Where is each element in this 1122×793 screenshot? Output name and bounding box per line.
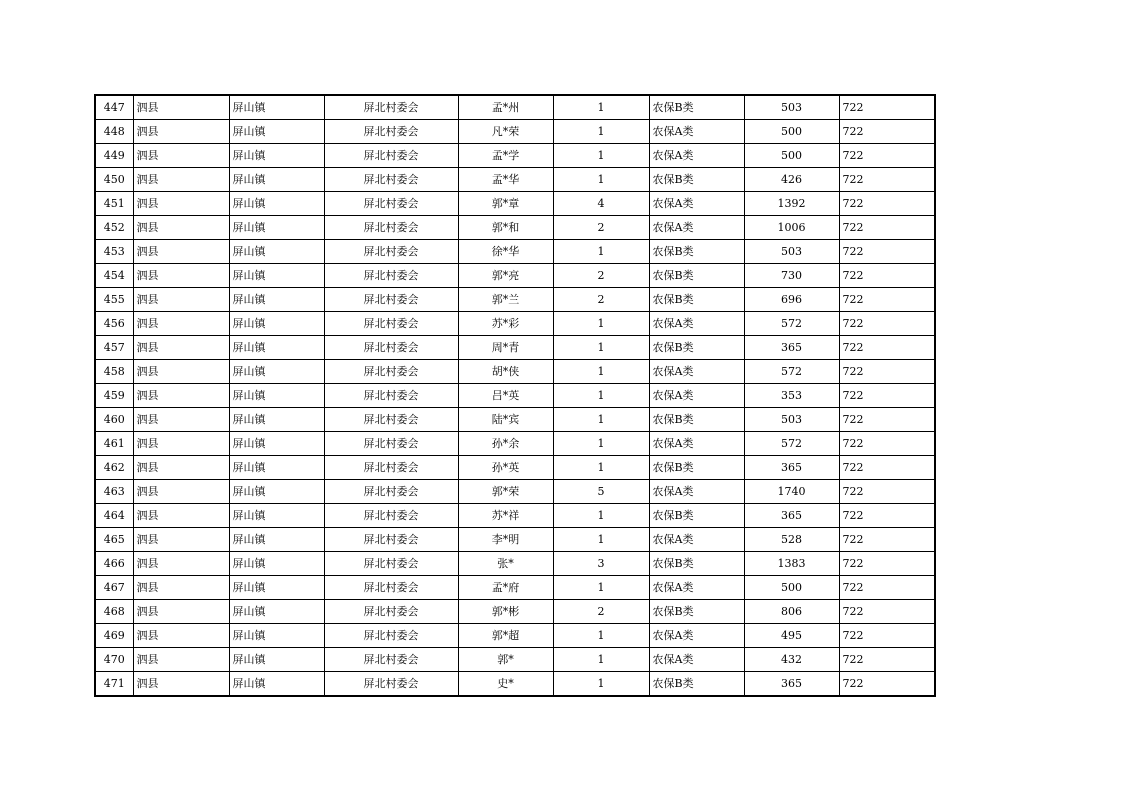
cell-row-number: 451 bbox=[95, 192, 133, 216]
cell-county: 泗县 bbox=[133, 312, 229, 336]
cell-row-number: 466 bbox=[95, 552, 133, 576]
table-row bbox=[95, 456, 935, 480]
cell-town: 屏山镇 bbox=[229, 240, 324, 264]
cell-person-name: 苏*祥 bbox=[458, 504, 553, 528]
cell-row-number: 448 bbox=[95, 120, 133, 144]
cell-insurance-category: 农保B类 bbox=[649, 240, 744, 264]
cell-village-committee: 屏北村委会 bbox=[324, 192, 458, 216]
cell-town: 屏山镇 bbox=[229, 336, 324, 360]
table-row bbox=[95, 432, 935, 456]
cell-code: 722 bbox=[839, 504, 935, 528]
cell-insurance-category: 农保A类 bbox=[649, 216, 744, 240]
table-row bbox=[95, 216, 935, 240]
cell-amount: 500 bbox=[744, 120, 839, 144]
cell-row-number: 449 bbox=[95, 144, 133, 168]
cell-code: 722 bbox=[839, 528, 935, 552]
cell-code: 722 bbox=[839, 600, 935, 624]
table-row bbox=[95, 168, 935, 192]
cell-county: 泗县 bbox=[133, 432, 229, 456]
cell-code: 722 bbox=[839, 408, 935, 432]
cell-county: 泗县 bbox=[133, 168, 229, 192]
cell-row-number: 454 bbox=[95, 264, 133, 288]
cell-county: 泗县 bbox=[133, 240, 229, 264]
cell-town: 屏山镇 bbox=[229, 168, 324, 192]
table-row bbox=[95, 672, 935, 697]
cell-insurance-category: 农保A类 bbox=[649, 144, 744, 168]
cell-village-committee: 屏北村委会 bbox=[324, 216, 458, 240]
cell-county: 泗县 bbox=[133, 504, 229, 528]
cell-insurance-category: 农保B类 bbox=[649, 168, 744, 192]
cell-town: 屏山镇 bbox=[229, 288, 324, 312]
cell-insurance-category: 农保B类 bbox=[649, 408, 744, 432]
cell-code: 722 bbox=[839, 576, 935, 600]
cell-village-committee: 屏北村委会 bbox=[324, 672, 458, 697]
cell-insurance-category: 农保A类 bbox=[649, 432, 744, 456]
cell-village-committee: 屏北村委会 bbox=[324, 168, 458, 192]
cell-household-count: 1 bbox=[553, 336, 649, 360]
cell-amount: 1392 bbox=[744, 192, 839, 216]
cell-row-number: 464 bbox=[95, 504, 133, 528]
cell-amount: 503 bbox=[744, 408, 839, 432]
cell-code: 722 bbox=[839, 624, 935, 648]
cell-amount: 353 bbox=[744, 384, 839, 408]
table-row bbox=[95, 648, 935, 672]
cell-row-number: 456 bbox=[95, 312, 133, 336]
cell-household-count: 2 bbox=[553, 600, 649, 624]
cell-code: 722 bbox=[839, 240, 935, 264]
cell-county: 泗县 bbox=[133, 552, 229, 576]
cell-row-number: 465 bbox=[95, 528, 133, 552]
cell-row-number: 452 bbox=[95, 216, 133, 240]
cell-code: 722 bbox=[839, 672, 935, 697]
cell-person-name: 孙*英 bbox=[458, 456, 553, 480]
cell-amount: 730 bbox=[744, 264, 839, 288]
cell-amount: 1740 bbox=[744, 480, 839, 504]
cell-village-committee: 屏北村委会 bbox=[324, 600, 458, 624]
cell-code: 722 bbox=[839, 336, 935, 360]
table-row bbox=[95, 360, 935, 384]
table-row bbox=[95, 408, 935, 432]
cell-county: 泗县 bbox=[133, 624, 229, 648]
cell-insurance-category: 农保B类 bbox=[649, 336, 744, 360]
cell-code: 722 bbox=[839, 648, 935, 672]
cell-amount: 365 bbox=[744, 504, 839, 528]
cell-household-count: 1 bbox=[553, 672, 649, 697]
cell-amount: 572 bbox=[744, 360, 839, 384]
cell-insurance-category: 农保A类 bbox=[649, 312, 744, 336]
cell-town: 屏山镇 bbox=[229, 144, 324, 168]
cell-county: 泗县 bbox=[133, 95, 229, 120]
cell-amount: 432 bbox=[744, 648, 839, 672]
cell-code: 722 bbox=[839, 144, 935, 168]
cell-town: 屏山镇 bbox=[229, 648, 324, 672]
cell-household-count: 1 bbox=[553, 95, 649, 120]
table-row bbox=[95, 600, 935, 624]
cell-amount: 365 bbox=[744, 456, 839, 480]
cell-town: 屏山镇 bbox=[229, 480, 324, 504]
table-row bbox=[95, 480, 935, 504]
cell-code: 722 bbox=[839, 95, 935, 120]
cell-county: 泗县 bbox=[133, 648, 229, 672]
table-row bbox=[95, 120, 935, 144]
cell-person-name: 张* bbox=[458, 552, 553, 576]
cell-county: 泗县 bbox=[133, 288, 229, 312]
cell-amount: 503 bbox=[744, 95, 839, 120]
cell-amount: 426 bbox=[744, 168, 839, 192]
data-table bbox=[94, 94, 936, 697]
cell-county: 泗县 bbox=[133, 144, 229, 168]
cell-village-committee: 屏北村委会 bbox=[324, 552, 458, 576]
cell-insurance-category: 农保A类 bbox=[649, 624, 744, 648]
cell-amount: 806 bbox=[744, 600, 839, 624]
cell-row-number: 469 bbox=[95, 624, 133, 648]
cell-county: 泗县 bbox=[133, 456, 229, 480]
cell-village-committee: 屏北村委会 bbox=[324, 504, 458, 528]
cell-person-name: 孟*华 bbox=[458, 168, 553, 192]
cell-insurance-category: 农保B类 bbox=[649, 95, 744, 120]
cell-person-name: 史* bbox=[458, 672, 553, 697]
cell-household-count: 1 bbox=[553, 408, 649, 432]
cell-person-name: 郭*章 bbox=[458, 192, 553, 216]
cell-person-name: 胡*侠 bbox=[458, 360, 553, 384]
cell-county: 泗县 bbox=[133, 576, 229, 600]
cell-insurance-category: 农保B类 bbox=[649, 288, 744, 312]
cell-town: 屏山镇 bbox=[229, 528, 324, 552]
cell-person-name: 吕*英 bbox=[458, 384, 553, 408]
cell-code: 722 bbox=[839, 168, 935, 192]
cell-household-count: 1 bbox=[553, 504, 649, 528]
cell-county: 泗县 bbox=[133, 264, 229, 288]
cell-village-committee: 屏北村委会 bbox=[324, 648, 458, 672]
cell-household-count: 4 bbox=[553, 192, 649, 216]
table-row bbox=[95, 624, 935, 648]
cell-village-committee: 屏北村委会 bbox=[324, 312, 458, 336]
cell-amount: 365 bbox=[744, 672, 839, 697]
cell-village-committee: 屏北村委会 bbox=[324, 264, 458, 288]
cell-household-count: 1 bbox=[553, 168, 649, 192]
cell-village-committee: 屏北村委会 bbox=[324, 480, 458, 504]
cell-insurance-category: 农保B类 bbox=[649, 504, 744, 528]
table-row bbox=[95, 312, 935, 336]
cell-person-name: 陆*宾 bbox=[458, 408, 553, 432]
cell-insurance-category: 农保B类 bbox=[649, 672, 744, 697]
cell-county: 泗县 bbox=[133, 216, 229, 240]
cell-town: 屏山镇 bbox=[229, 504, 324, 528]
cell-county: 泗县 bbox=[133, 528, 229, 552]
cell-household-count: 1 bbox=[553, 576, 649, 600]
cell-person-name: 郭*超 bbox=[458, 624, 553, 648]
cell-village-committee: 屏北村委会 bbox=[324, 624, 458, 648]
table-row bbox=[95, 264, 935, 288]
cell-row-number: 463 bbox=[95, 480, 133, 504]
cell-household-count: 1 bbox=[553, 528, 649, 552]
cell-insurance-category: 农保B类 bbox=[649, 264, 744, 288]
cell-village-committee: 屏北村委会 bbox=[324, 336, 458, 360]
cell-county: 泗县 bbox=[133, 360, 229, 384]
cell-person-name: 郭*亮 bbox=[458, 264, 553, 288]
cell-insurance-category: 农保A类 bbox=[649, 360, 744, 384]
cell-household-count: 2 bbox=[553, 264, 649, 288]
cell-row-number: 470 bbox=[95, 648, 133, 672]
cell-code: 722 bbox=[839, 360, 935, 384]
cell-village-committee: 屏北村委会 bbox=[324, 120, 458, 144]
cell-town: 屏山镇 bbox=[229, 264, 324, 288]
cell-town: 屏山镇 bbox=[229, 312, 324, 336]
cell-person-name: 孙*余 bbox=[458, 432, 553, 456]
cell-village-committee: 屏北村委会 bbox=[324, 576, 458, 600]
table-row bbox=[95, 144, 935, 168]
cell-row-number: 461 bbox=[95, 432, 133, 456]
cell-town: 屏山镇 bbox=[229, 95, 324, 120]
table-row bbox=[95, 240, 935, 264]
cell-town: 屏山镇 bbox=[229, 624, 324, 648]
cell-village-committee: 屏北村委会 bbox=[324, 432, 458, 456]
cell-town: 屏山镇 bbox=[229, 360, 324, 384]
cell-person-name: 凡*荣 bbox=[458, 120, 553, 144]
cell-insurance-category: 农保A类 bbox=[649, 480, 744, 504]
cell-county: 泗县 bbox=[133, 336, 229, 360]
cell-county: 泗县 bbox=[133, 120, 229, 144]
cell-household-count: 2 bbox=[553, 288, 649, 312]
cell-village-committee: 屏北村委会 bbox=[324, 144, 458, 168]
cell-person-name: 郭*荣 bbox=[458, 480, 553, 504]
cell-amount: 1383 bbox=[744, 552, 839, 576]
cell-county: 泗县 bbox=[133, 672, 229, 697]
table-row bbox=[95, 552, 935, 576]
cell-amount: 500 bbox=[744, 576, 839, 600]
table-row bbox=[95, 528, 935, 552]
cell-town: 屏山镇 bbox=[229, 384, 324, 408]
cell-amount: 528 bbox=[744, 528, 839, 552]
cell-person-name: 郭*和 bbox=[458, 216, 553, 240]
cell-village-committee: 屏北村委会 bbox=[324, 240, 458, 264]
cell-household-count: 1 bbox=[553, 120, 649, 144]
cell-amount: 696 bbox=[744, 288, 839, 312]
cell-household-count: 5 bbox=[553, 480, 649, 504]
cell-amount: 500 bbox=[744, 144, 839, 168]
cell-village-committee: 屏北村委会 bbox=[324, 384, 458, 408]
cell-person-name: 周*青 bbox=[458, 336, 553, 360]
cell-household-count: 1 bbox=[553, 648, 649, 672]
cell-code: 722 bbox=[839, 432, 935, 456]
cell-amount: 572 bbox=[744, 312, 839, 336]
cell-village-committee: 屏北村委会 bbox=[324, 408, 458, 432]
table-row bbox=[95, 336, 935, 360]
cell-county: 泗县 bbox=[133, 480, 229, 504]
cell-town: 屏山镇 bbox=[229, 216, 324, 240]
cell-row-number: 471 bbox=[95, 672, 133, 697]
cell-row-number: 453 bbox=[95, 240, 133, 264]
cell-town: 屏山镇 bbox=[229, 408, 324, 432]
cell-code: 722 bbox=[839, 456, 935, 480]
cell-village-committee: 屏北村委会 bbox=[324, 456, 458, 480]
cell-row-number: 468 bbox=[95, 600, 133, 624]
cell-insurance-category: 农保A类 bbox=[649, 120, 744, 144]
cell-insurance-category: 农保A类 bbox=[649, 192, 744, 216]
cell-row-number: 460 bbox=[95, 408, 133, 432]
cell-row-number: 457 bbox=[95, 336, 133, 360]
cell-village-committee: 屏北村委会 bbox=[324, 288, 458, 312]
cell-household-count: 2 bbox=[553, 216, 649, 240]
cell-town: 屏山镇 bbox=[229, 432, 324, 456]
cell-code: 722 bbox=[839, 192, 935, 216]
cell-household-count: 1 bbox=[553, 312, 649, 336]
cell-amount: 503 bbox=[744, 240, 839, 264]
cell-insurance-category: 农保B类 bbox=[649, 552, 744, 576]
cell-town: 屏山镇 bbox=[229, 552, 324, 576]
cell-village-committee: 屏北村委会 bbox=[324, 360, 458, 384]
cell-insurance-category: 农保A类 bbox=[649, 648, 744, 672]
cell-code: 722 bbox=[839, 480, 935, 504]
cell-code: 722 bbox=[839, 120, 935, 144]
cell-amount: 572 bbox=[744, 432, 839, 456]
cell-town: 屏山镇 bbox=[229, 600, 324, 624]
cell-person-name: 郭* bbox=[458, 648, 553, 672]
cell-person-name: 李*明 bbox=[458, 528, 553, 552]
cell-county: 泗县 bbox=[133, 600, 229, 624]
cell-person-name: 苏*彩 bbox=[458, 312, 553, 336]
cell-household-count: 1 bbox=[553, 360, 649, 384]
table-row bbox=[95, 576, 935, 600]
cell-row-number: 462 bbox=[95, 456, 133, 480]
cell-town: 屏山镇 bbox=[229, 120, 324, 144]
cell-county: 泗县 bbox=[133, 408, 229, 432]
cell-county: 泗县 bbox=[133, 384, 229, 408]
cell-insurance-category: 农保A类 bbox=[649, 576, 744, 600]
cell-code: 722 bbox=[839, 552, 935, 576]
cell-person-name: 孟*学 bbox=[458, 144, 553, 168]
cell-amount: 365 bbox=[744, 336, 839, 360]
cell-row-number: 459 bbox=[95, 384, 133, 408]
cell-person-name: 孟*府 bbox=[458, 576, 553, 600]
cell-household-count: 1 bbox=[553, 456, 649, 480]
cell-household-count: 1 bbox=[553, 624, 649, 648]
table-row bbox=[95, 288, 935, 312]
cell-person-name: 郭*彬 bbox=[458, 600, 553, 624]
cell-household-count: 1 bbox=[553, 384, 649, 408]
cell-row-number: 467 bbox=[95, 576, 133, 600]
cell-person-name: 郭*兰 bbox=[458, 288, 553, 312]
cell-town: 屏山镇 bbox=[229, 192, 324, 216]
cell-code: 722 bbox=[839, 264, 935, 288]
cell-insurance-category: 农保B类 bbox=[649, 600, 744, 624]
cell-town: 屏山镇 bbox=[229, 456, 324, 480]
cell-row-number: 455 bbox=[95, 288, 133, 312]
cell-village-committee: 屏北村委会 bbox=[324, 528, 458, 552]
cell-household-count: 1 bbox=[553, 240, 649, 264]
cell-row-number: 458 bbox=[95, 360, 133, 384]
cell-town: 屏山镇 bbox=[229, 672, 324, 697]
table-row bbox=[95, 504, 935, 528]
cell-insurance-category: 农保A类 bbox=[649, 384, 744, 408]
table-row bbox=[95, 192, 935, 216]
cell-amount: 495 bbox=[744, 624, 839, 648]
table-row bbox=[95, 384, 935, 408]
cell-village-committee: 屏北村委会 bbox=[324, 95, 458, 120]
cell-household-count: 1 bbox=[553, 144, 649, 168]
cell-person-name: 徐*华 bbox=[458, 240, 553, 264]
cell-code: 722 bbox=[839, 384, 935, 408]
cell-insurance-category: 农保B类 bbox=[649, 456, 744, 480]
cell-code: 722 bbox=[839, 216, 935, 240]
cell-household-count: 1 bbox=[553, 432, 649, 456]
cell-amount: 1006 bbox=[744, 216, 839, 240]
cell-code: 722 bbox=[839, 288, 935, 312]
cell-county: 泗县 bbox=[133, 192, 229, 216]
cell-person-name: 孟*州 bbox=[458, 95, 553, 120]
table-row bbox=[95, 95, 935, 120]
cell-code: 722 bbox=[839, 312, 935, 336]
cell-insurance-category: 农保A类 bbox=[649, 528, 744, 552]
cell-town: 屏山镇 bbox=[229, 576, 324, 600]
cell-row-number: 450 bbox=[95, 168, 133, 192]
cell-row-number: 447 bbox=[95, 95, 133, 120]
cell-household-count: 3 bbox=[553, 552, 649, 576]
